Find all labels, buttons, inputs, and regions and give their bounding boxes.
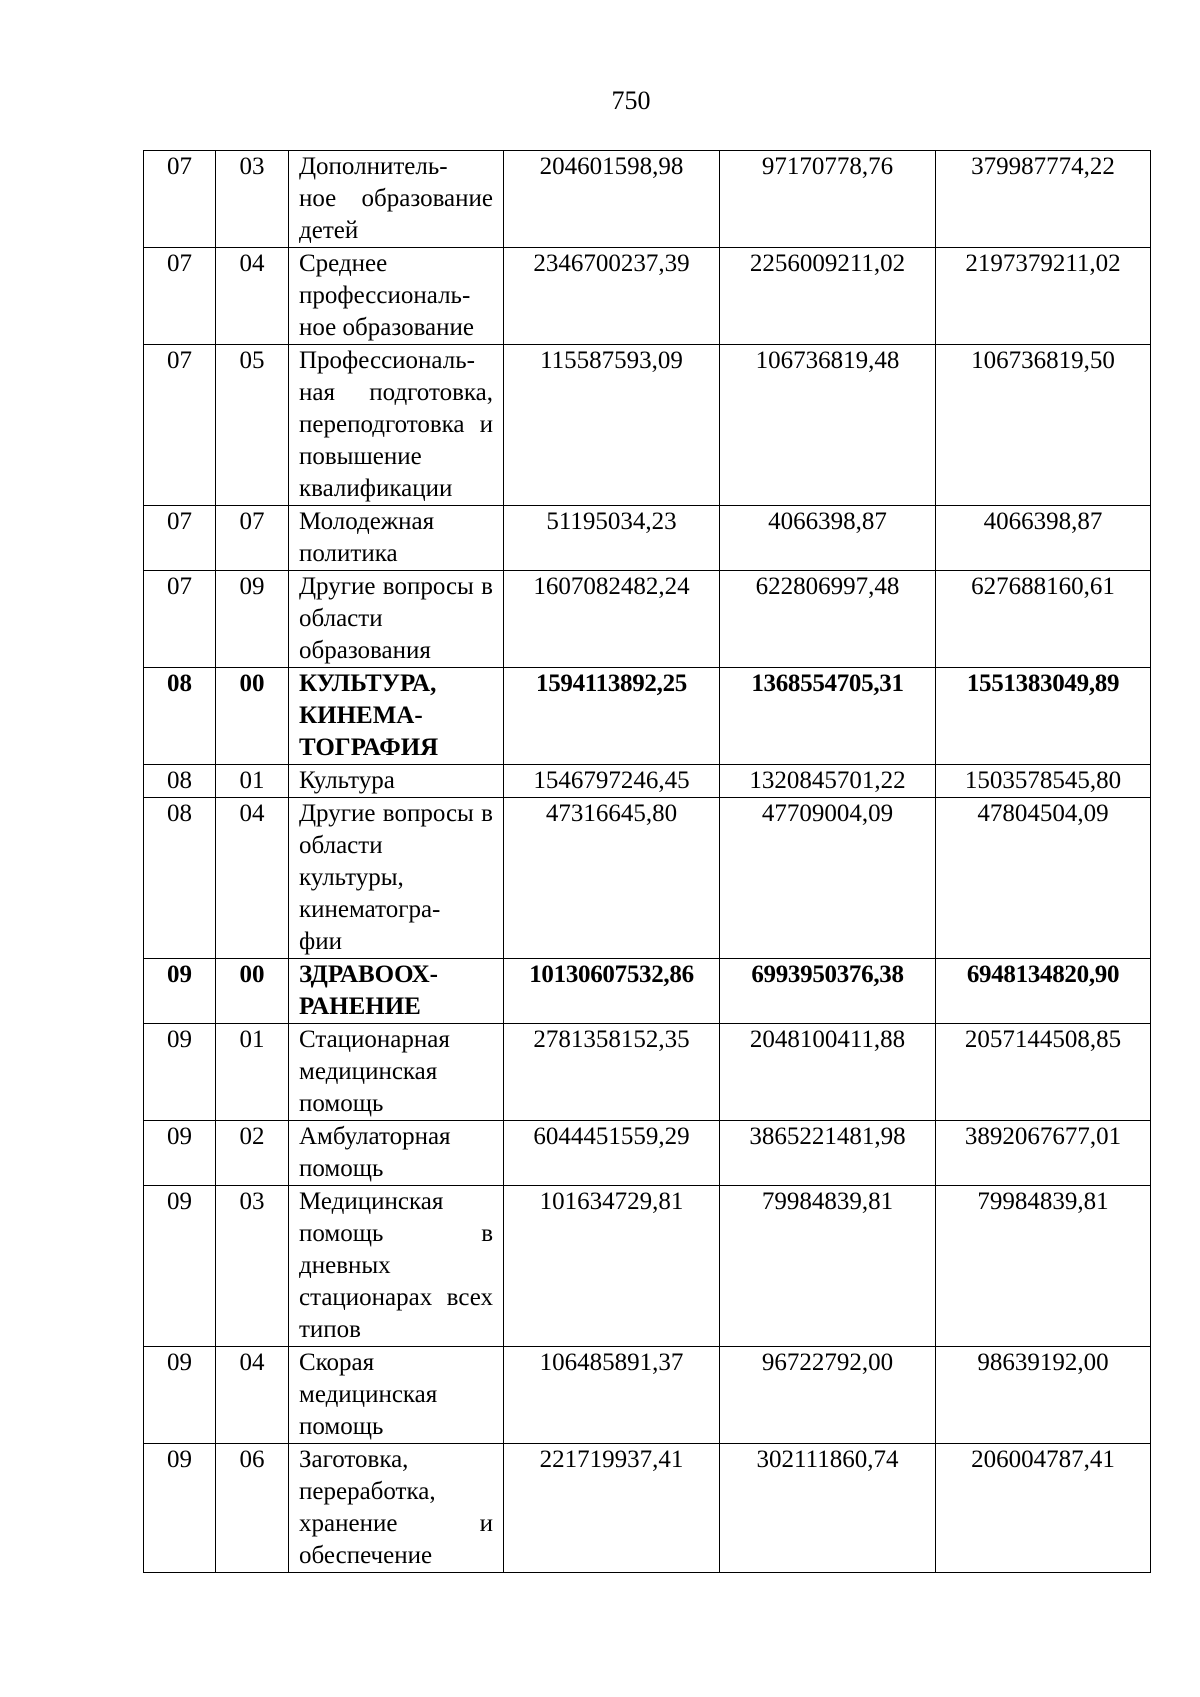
- row-name: Культура: [289, 765, 504, 798]
- subsection-code: 00: [216, 959, 289, 1024]
- value-2: 47709004,09: [720, 798, 936, 959]
- value-2: 97170778,76: [720, 151, 936, 248]
- section-code: 07: [144, 248, 216, 345]
- page-number: 750: [611, 86, 651, 115]
- section-code: 09: [144, 1186, 216, 1347]
- value-2: 96722792,00: [720, 1347, 936, 1444]
- row-name: КУЛЬТУРА, КИНЕМА- ТОГРАФИЯ: [289, 668, 504, 765]
- table-row-section-total: [144, 668, 1151, 765]
- table-row: [144, 1347, 1151, 1444]
- row-name: Профессиональ- ная подготовка, переподготовка и повышение квалификации: [289, 345, 504, 506]
- budget-table: [143, 150, 1151, 1573]
- row-name: Молодежная политика: [289, 506, 504, 571]
- value-3: 98639192,00: [936, 1347, 1151, 1444]
- section-code: 07: [144, 506, 216, 571]
- section-code: 09: [144, 1347, 216, 1444]
- value-2: 79984839,81: [720, 1186, 936, 1347]
- subsection-code: 04: [216, 1347, 289, 1444]
- table-row: [144, 798, 1151, 959]
- budget-table-body: [144, 151, 1151, 1573]
- value-1: 47316645,80: [504, 798, 720, 959]
- value-2: 4066398,87: [720, 506, 936, 571]
- subsection-code: 09: [216, 571, 289, 668]
- table-row: [144, 765, 1151, 798]
- section-code: 08: [144, 765, 216, 798]
- subsection-code: 03: [216, 151, 289, 248]
- table-row: [144, 1186, 1151, 1347]
- value-1: 1594113892,25: [504, 668, 720, 765]
- section-code: 09: [144, 1121, 216, 1186]
- row-name: Дополнитель- ное образование детей: [289, 151, 504, 248]
- table-row: [144, 1121, 1151, 1186]
- value-2: 2048100411,88: [720, 1024, 936, 1121]
- row-name: Амбулаторная помощь: [289, 1121, 504, 1186]
- table-row: [144, 1444, 1151, 1573]
- section-code: 08: [144, 798, 216, 959]
- subsection-code: 03: [216, 1186, 289, 1347]
- value-2: 3865221481,98: [720, 1121, 936, 1186]
- value-1: 2346700237,39: [504, 248, 720, 345]
- section-code: 09: [144, 959, 216, 1024]
- row-name: Скорая медицинская помощь: [289, 1347, 504, 1444]
- value-3: 379987774,22: [936, 151, 1151, 248]
- value-3: 1503578545,80: [936, 765, 1151, 798]
- value-3: 106736819,50: [936, 345, 1151, 506]
- value-3: 47804504,09: [936, 798, 1151, 959]
- value-3: 206004787,41: [936, 1444, 1151, 1573]
- value-2: 1368554705,31: [720, 668, 936, 765]
- subsection-code: 07: [216, 506, 289, 571]
- row-name: ЗДРАВООХ- РАНЕНИЕ: [289, 959, 504, 1024]
- table-row: [144, 571, 1151, 668]
- value-1: 51195034,23: [504, 506, 720, 571]
- value-1: 221719937,41: [504, 1444, 720, 1573]
- subsection-code: 06: [216, 1444, 289, 1573]
- value-2: 6993950376,38: [720, 959, 936, 1024]
- table-row: [144, 345, 1151, 506]
- value-2: 106736819,48: [720, 345, 936, 506]
- value-1: 1546797246,45: [504, 765, 720, 798]
- value-1: 106485891,37: [504, 1347, 720, 1444]
- row-name: Стационарная медицинская помощь: [289, 1024, 504, 1121]
- row-name: Другие вопросы в области культуры, кинематогра- фии: [289, 798, 504, 959]
- section-code: 09: [144, 1024, 216, 1121]
- value-3: 2197379211,02: [936, 248, 1151, 345]
- row-name: Медицинская помощь в дневных стационарах всех типов: [289, 1186, 504, 1347]
- subsection-code: 04: [216, 248, 289, 345]
- section-code: 07: [144, 151, 216, 248]
- section-code: 09: [144, 1444, 216, 1573]
- value-1: 115587593,09: [504, 345, 720, 506]
- table-row: [144, 506, 1151, 571]
- subsection-code: 05: [216, 345, 289, 506]
- subsection-code: 01: [216, 765, 289, 798]
- subsection-code: 01: [216, 1024, 289, 1121]
- table-row: [144, 248, 1151, 345]
- section-code: 08: [144, 668, 216, 765]
- subsection-code: 02: [216, 1121, 289, 1186]
- value-3: 79984839,81: [936, 1186, 1151, 1347]
- value-3: 627688160,61: [936, 571, 1151, 668]
- section-code: 07: [144, 345, 216, 506]
- value-2: 622806997,48: [720, 571, 936, 668]
- value-2: 2256009211,02: [720, 248, 936, 345]
- value-3: 2057144508,85: [936, 1024, 1151, 1121]
- value-3: 6948134820,90: [936, 959, 1151, 1024]
- subsection-code: 00: [216, 668, 289, 765]
- value-2: 1320845701,22: [720, 765, 936, 798]
- table-row: [144, 151, 1151, 248]
- table-row-section-total: [144, 959, 1151, 1024]
- value-2: 302111860,74: [720, 1444, 936, 1573]
- table-row: [144, 1024, 1151, 1121]
- value-1: 6044451559,29: [504, 1121, 720, 1186]
- row-name: Заготовка, переработка, хранение и обеспечение: [289, 1444, 504, 1573]
- value-1: 2781358152,35: [504, 1024, 720, 1121]
- value-1: 10130607532,86: [504, 959, 720, 1024]
- value-3: 4066398,87: [936, 506, 1151, 571]
- value-1: 204601598,98: [504, 151, 720, 248]
- subsection-code: 04: [216, 798, 289, 959]
- value-3: 3892067677,01: [936, 1121, 1151, 1186]
- row-name: Другие вопросы в области образования: [289, 571, 504, 668]
- row-name: Среднее профессиональ- ное образование: [289, 248, 504, 345]
- value-3: 1551383049,89: [936, 668, 1151, 765]
- value-1: 101634729,81: [504, 1186, 720, 1347]
- value-1: 1607082482,24: [504, 571, 720, 668]
- section-code: 07: [144, 571, 216, 668]
